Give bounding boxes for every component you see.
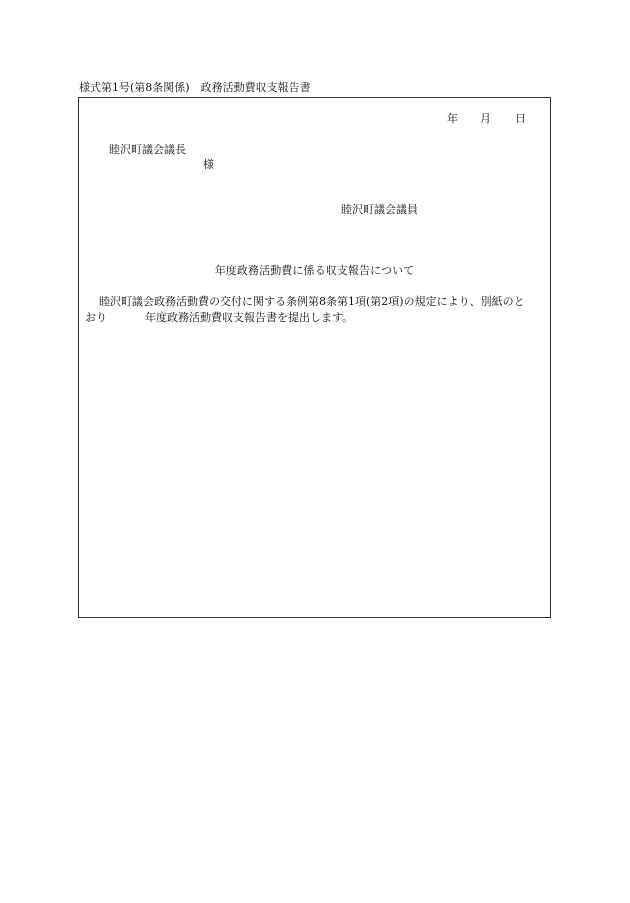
addressee: 睦沢町議会議長 — [109, 143, 186, 156]
date-day-label: 日 — [515, 112, 526, 125]
body-line-1: 睦沢町議会政務活動費の交付に関する条例第8条第1項(第2項)の規定により、別紙のと — [99, 295, 525, 308]
sender: 睦沢町議会議員 — [341, 203, 418, 216]
body-line-2 — [85, 310, 545, 326]
subject-title: 年度政務活動費に係る収支報告について — [214, 264, 415, 277]
body-line-2-start: おり — [85, 311, 107, 324]
body-text — [85, 294, 545, 326]
date-line — [447, 112, 526, 126]
form-box — [78, 97, 551, 618]
honorific: 様 — [203, 158, 214, 171]
form-caption: 様式第1号(第8条関係) 政務活動費収支報告書 — [79, 81, 311, 94]
date-year-label: 年 — [447, 112, 458, 125]
date-month-label: 月 — [480, 112, 491, 125]
body-line-2-end: 年度政務活動費収支報告書を提出します。 — [145, 311, 354, 324]
